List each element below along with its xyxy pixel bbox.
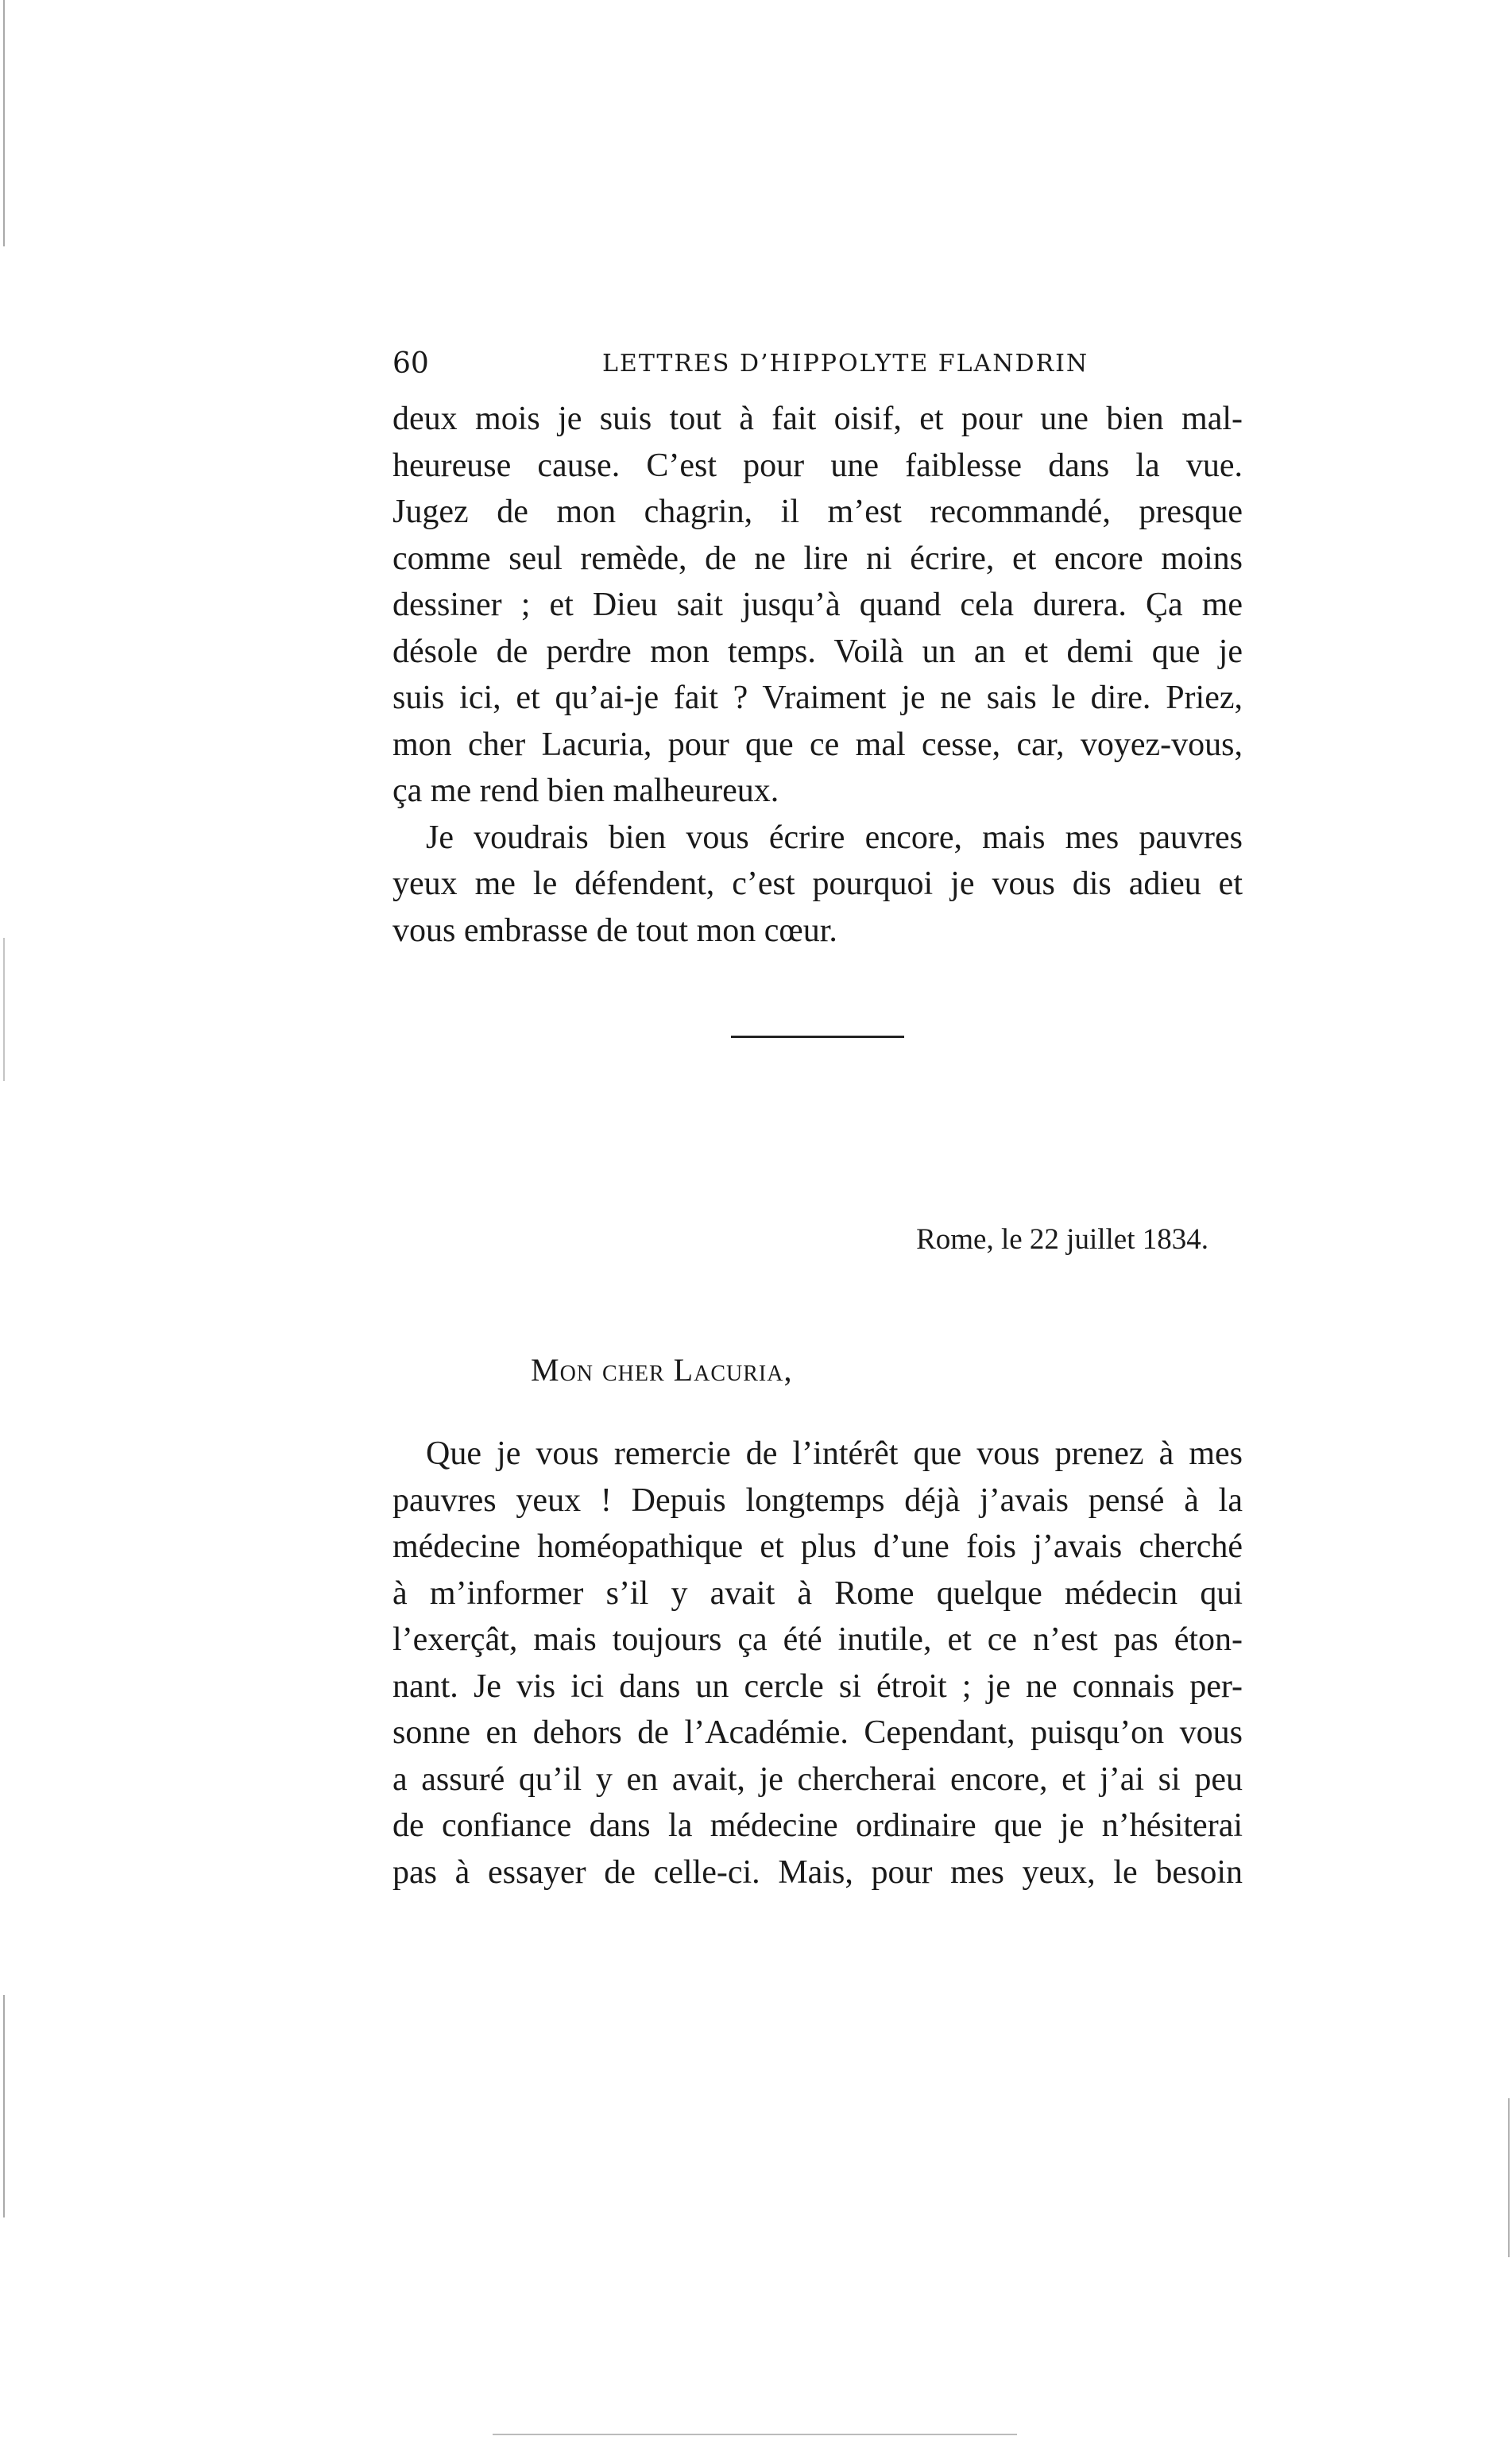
section-separator-rule bbox=[731, 1036, 904, 1038]
text-line: à m’informer s’il y avait à Rome quelque médecin qui bbox=[393, 1574, 1243, 1612]
scan-margin-mark bbox=[1508, 2098, 1510, 2257]
letter-dateline: Rome, le 22 juillet 1834. bbox=[916, 1223, 1208, 1256]
text-line: suis ici, et qu’ai-je fait ? Vraiment je ne sais le dire. Priez, bbox=[393, 680, 1243, 716]
text-line: yeux me le défendent, c’est pourquoi je vous dis adieu et bbox=[393, 866, 1243, 902]
scan-margin-mark bbox=[3, 1995, 5, 2217]
scan-margin-mark bbox=[3, 0, 5, 246]
text-line: a assuré qu’il y en avait, je chercherai encore, et j’ai si peu bbox=[393, 1760, 1243, 1798]
text-line: Je voudrais bien vous écrire encore, mais mes pauvres bbox=[426, 819, 1243, 856]
letter-salutation: Mon cher Lacuria, bbox=[531, 1352, 793, 1388]
page-number: 60 bbox=[393, 347, 429, 380]
text-line: sonne en dehors de l’Académie. Cependant, puisqu’on vous bbox=[393, 1714, 1243, 1751]
text-line: de confiance dans la médecine ordinaire que je n’hésiterai bbox=[393, 1807, 1243, 1844]
text-line: comme seul remède, de ne lire ni écrire, et encore moins bbox=[393, 540, 1243, 577]
running-head: LETTRES D’HIPPOLYTE FLANDRIN bbox=[602, 350, 1089, 378]
text-line: dessiner ; et Dieu sait jusqu’à quand cela durera. Ça me bbox=[393, 587, 1243, 623]
page-header bbox=[393, 340, 1092, 388]
text-line: heureuse cause. C’est pour une faiblesse dans la vue. bbox=[393, 447, 1243, 484]
text-line: ça me rend bien malheureux. bbox=[393, 773, 779, 809]
text-line: Jugez de mon chagrin, il m’est recommandé, presque bbox=[393, 494, 1243, 530]
text-line: désole de perdre mon temps. Voilà un an et demi que je bbox=[393, 633, 1243, 670]
text-line: médecine homéopathique et plus d’une fois j’avais cherché bbox=[393, 1528, 1243, 1565]
text-line: nant. Je vis ici dans un cercle si étroit ; je ne connais per- bbox=[393, 1667, 1243, 1705]
text-line: deux mois je suis tout à fait oisif, et pour une bien mal- bbox=[393, 401, 1243, 437]
scan-margin-mark bbox=[3, 938, 5, 1081]
text-line: pas à essayer de celle-ci. Mais, pour mes yeux, le besoin bbox=[393, 1853, 1243, 1891]
text-line: pauvres yeux ! Depuis longtemps déjà j’avais pensé à la bbox=[393, 1482, 1243, 1519]
scan-bottom-edge bbox=[493, 2434, 1017, 2435]
text-line: Que je vous remercie de l’intérêt que vous prenez à mes bbox=[426, 1435, 1243, 1472]
text-line: vous embrasse de tout mon cœur. bbox=[393, 912, 837, 949]
letter-body-previous bbox=[393, 396, 1243, 954]
text-line: mon cher Lacuria, pour que ce mal cesse, car, voyez-vous, bbox=[393, 726, 1243, 763]
text-line: l’exerçât, mais toujours ça été inutile, et ce n’est pas éton- bbox=[393, 1621, 1243, 1658]
letter-body bbox=[393, 1431, 1243, 1896]
